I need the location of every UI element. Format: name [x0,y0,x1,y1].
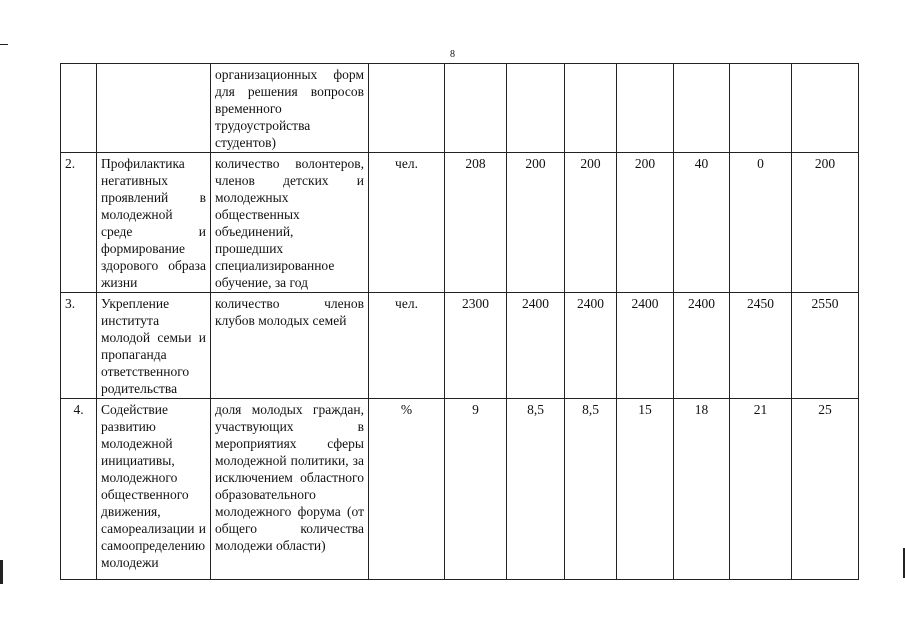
value-cell: 9 [445,399,507,580]
value-cell [507,64,565,153]
value-cell: 21 [730,399,792,580]
value-cell [565,64,617,153]
value-cell: 15 [617,399,674,580]
value-cell: 2400 [674,293,730,399]
value-cell [730,64,792,153]
program-name: Профилактика негативных проявлений в молодежной среде и формирование здорового образа жизни [97,153,211,293]
value-cell: 18 [674,399,730,580]
program-name: Укрепление института молодой семьи и пропаганда ответственного родительства [97,293,211,399]
table-row [61,153,859,293]
indicator-description: количество волонтеров, членов детских и молодежных общественных объединений, прошедших специализированное обучение, за год [211,153,369,293]
table-row [61,399,859,580]
unit-cell: чел. [369,153,445,293]
value-cell: 8,5 [507,399,565,580]
value-cell: 2550 [792,293,859,399]
value-cell: 8,5 [565,399,617,580]
value-cell: 2300 [445,293,507,399]
table-row [61,64,859,153]
value-cell: 2400 [565,293,617,399]
scan-edge-mark-left [0,560,3,584]
value-cell: 200 [792,153,859,293]
page-number: 8 [450,49,455,60]
row-number: 4. [61,399,97,580]
indicator-description: количество членов клубов молодых семей [211,293,369,399]
value-cell [617,64,674,153]
scan-edge-mark-top [0,44,8,45]
indicators-table [60,63,859,580]
unit-cell [369,64,445,153]
program-name: Содействие развитию молодежной инициативы, молодежного общественного движения, самореализации и самоопределению молодежи [97,399,211,580]
value-cell [674,64,730,153]
value-cell: 200 [507,153,565,293]
table-row [61,293,859,399]
value-cell: 2400 [617,293,674,399]
value-cell: 200 [565,153,617,293]
value-cell: 25 [792,399,859,580]
row-number: 3. [61,293,97,399]
indicator-description: организационных форм для решения вопросов временного трудоустройства студентов) [211,64,369,153]
value-cell: 2400 [507,293,565,399]
row-number [61,64,97,153]
value-cell: 0 [730,153,792,293]
unit-cell: чел. [369,293,445,399]
value-cell: 40 [674,153,730,293]
indicator-description: доля молодых граждан, участвующих в мероприятиях сферы молодежной политики, за исключением областного образовательного молодежного форума (от общего количества молодежи области) [211,399,369,580]
value-cell: 208 [445,153,507,293]
value-cell [445,64,507,153]
unit-cell: % [369,399,445,580]
value-cell: 2450 [730,293,792,399]
value-cell: 200 [617,153,674,293]
row-number: 2. [61,153,97,293]
program-name [97,64,211,153]
value-cell [792,64,859,153]
